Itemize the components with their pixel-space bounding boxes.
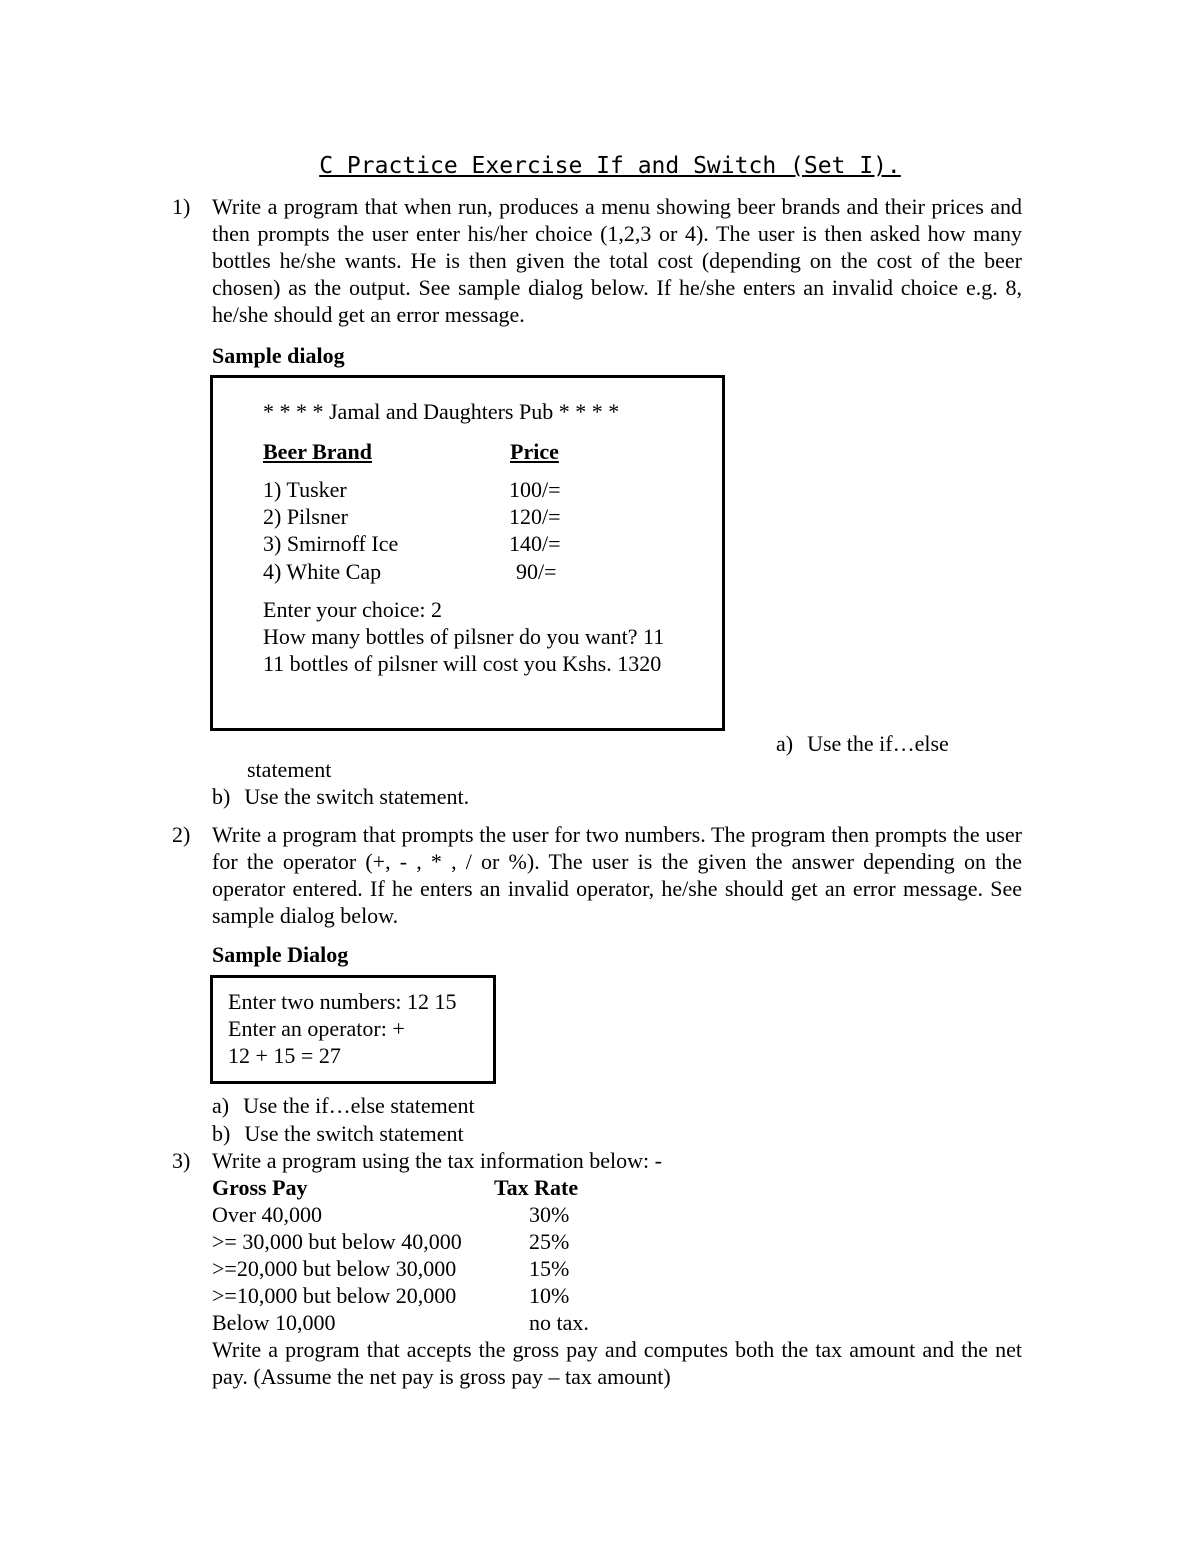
- question-1-part-a: a) Use the if…else: [776, 731, 949, 756]
- page-title: C Practice Exercise If and Switch (Set I).: [319, 153, 901, 179]
- dialog-header: * * * * Jamal and Daughters Pub * * * *: [263, 399, 620, 424]
- dialog-item-price: 120/=: [509, 504, 561, 529]
- dialog-item-price: 100/=: [509, 477, 561, 502]
- dialog-line-result: 12 + 15 = 27: [228, 1043, 341, 1068]
- question-2-part-b: b) Use the switch statement: [212, 1121, 464, 1146]
- tax-row-rate: 10%: [529, 1283, 570, 1308]
- tax-row-rate: 30%: [529, 1202, 570, 1227]
- question-1-dialog-box: [210, 375, 725, 731]
- tax-col-rate: Tax Rate: [494, 1175, 579, 1200]
- dialog-item-price: 90/=: [516, 559, 557, 584]
- dialog-item-brand: 2) Pilsner: [263, 504, 348, 529]
- question-2-sample-heading: Sample Dialog: [212, 942, 349, 967]
- dialog-item-brand: 3) Smirnoff Ice: [263, 531, 399, 556]
- dialog-line-choice: Enter your choice: 2: [263, 597, 442, 622]
- tax-row-rate: 15%: [529, 1256, 570, 1281]
- question-1-sample-heading: Sample dialog: [212, 343, 345, 368]
- question-1-number: 1): [172, 194, 191, 219]
- question-3-outro: Write a program that accepts the gross pay and computes both the tax amount and the net pay. (Assume the net pay is gross pay – tax amount): [212, 1337, 1022, 1389]
- question-1-part-b: b) Use the switch statement.: [212, 784, 470, 809]
- tax-row-gross: >=10,000 but below 20,000: [212, 1283, 457, 1308]
- tax-row-rate: no tax.: [529, 1310, 589, 1335]
- dialog-line-numbers: Enter two numbers: 12 15: [228, 989, 457, 1014]
- dialog-item-brand: 1) Tusker: [263, 477, 347, 502]
- question-1-part-a-continued: statement: [247, 757, 332, 782]
- tax-col-gross: Gross Pay: [212, 1175, 308, 1200]
- tax-row-gross: Over 40,000: [212, 1202, 322, 1227]
- tax-row-gross: >= 30,000 but below 40,000: [212, 1229, 462, 1254]
- question-3-number: 3): [172, 1148, 191, 1173]
- question-3-intro: Write a program using the tax information below: -: [212, 1148, 662, 1173]
- tax-row-rate: 25%: [529, 1229, 570, 1254]
- dialog-col-brand: Beer Brand: [263, 439, 372, 464]
- dialog-item-price: 140/=: [509, 531, 561, 556]
- question-2-text: Write a program that prompts the user for two numbers. The program then prompts the user for the operator (+, - , * , / or %). The user is the given the answer depending on the operator entered. If he enters an invalid operator, he/she should get an error message. See sample dialog below.: [212, 822, 1022, 928]
- dialog-item-brand: 4) White Cap: [263, 559, 382, 584]
- question-2-number: 2): [172, 822, 191, 847]
- tax-row-gross: >=20,000 but below 30,000: [212, 1256, 457, 1281]
- dialog-col-price: Price: [510, 439, 559, 464]
- question-1-text: Write a program that when run, produces a menu showing beer brands and their prices and then prompts the user enter his/her choice (1,2,3 or 4). The user is then asked how many bottles he/she wants. He is then given the total cost (depending on the cost of the beer chosen) as the output. See sample dialog below. If he/she enters an invalid choice e.g. 8, he/she should get an error message.: [212, 194, 1022, 327]
- question-2-part-a: a) Use the if…else statement: [212, 1093, 475, 1118]
- dialog-line-bottles: How many bottles of pilsner do you want? 11: [263, 624, 665, 649]
- dialog-line-operator: Enter an operator: +: [228, 1016, 405, 1041]
- tax-row-gross: Below 10,000: [212, 1310, 336, 1335]
- dialog-line-cost: 11 bottles of pilsner will cost you Kshs. 1320: [263, 651, 662, 676]
- question-2-dialog-box: [210, 975, 496, 1084]
